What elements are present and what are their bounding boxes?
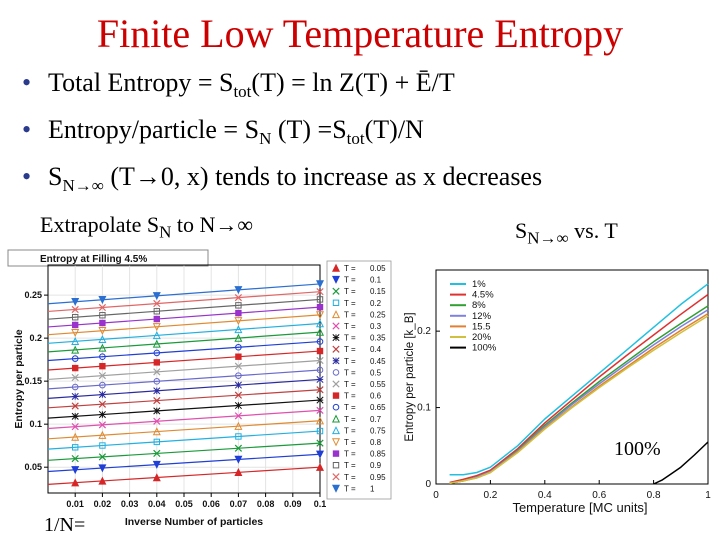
y-tick-label: 0.2 — [29, 333, 42, 344]
x-tick-label: 0.6 — [592, 490, 607, 501]
legend-label: 0.75 — [370, 426, 386, 436]
legend-prefix: T = — [344, 298, 356, 308]
legend-label: 12% — [472, 310, 492, 322]
legend-prefix: T = — [344, 264, 356, 273]
data-point — [317, 348, 322, 353]
x-tick-label: 0.2 — [483, 490, 498, 501]
legend-label: 1 — [370, 484, 375, 494]
slide-title: Finite Low Temperature Entropy — [96, 11, 624, 56]
x-tick-label: 0.06 — [202, 499, 220, 509]
x-tick-label: 0.04 — [148, 499, 166, 509]
left-caption — [40, 212, 253, 242]
x-tick-label: 0 — [433, 490, 439, 501]
data-point — [99, 411, 105, 417]
series-group — [48, 440, 323, 462]
legend-prefix: T = — [344, 472, 356, 482]
legend-label: 0.6 — [370, 391, 382, 401]
right-annotation-100: 100% — [614, 438, 661, 460]
y-axis-label: Entropy per particle — [13, 329, 25, 429]
legend-label: 100% — [472, 342, 497, 354]
data-point — [73, 322, 78, 327]
data-point — [100, 363, 105, 368]
legend-prefix: T = — [344, 345, 356, 355]
x-tick-label: 0.09 — [284, 499, 302, 509]
data-point — [235, 402, 241, 408]
y-axis-label: Entropy per particle [k_B] — [404, 312, 416, 442]
bullet-subscript: tot — [233, 82, 252, 102]
legend-marker — [333, 358, 339, 364]
legend-label: 0.7 — [370, 414, 382, 424]
data-point — [317, 397, 323, 403]
data-point — [235, 382, 241, 388]
chart-right-entropy-vs-t — [396, 262, 720, 522]
caption-text: vs. T — [568, 218, 618, 243]
legend-label: 0.65 — [370, 403, 386, 413]
x-tick-label: 0.08 — [256, 499, 275, 509]
bullet-dot-icon: • — [22, 115, 32, 145]
right-caption — [515, 218, 618, 248]
data-point — [72, 393, 78, 399]
legend-label: 1% — [472, 279, 486, 290]
legend-prefix: T = — [344, 380, 356, 389]
caption-text: Extrapolate S — [40, 212, 160, 237]
bullet-subscript: N→∞ — [62, 176, 104, 196]
bullet-list — [20, 64, 720, 206]
legend-label: 8% — [472, 300, 486, 312]
x-tick-label: 0.8 — [646, 490, 661, 501]
series-group — [48, 348, 323, 370]
legend-prefix: T = — [344, 275, 356, 285]
legend-prefix: T = — [344, 414, 356, 424]
bullet-dot-icon: • — [22, 162, 32, 192]
data-point — [154, 388, 160, 394]
y-tick-label: 0.1 — [417, 402, 431, 414]
inverse-n-label: 1/N= — [44, 514, 86, 536]
series-group — [48, 418, 323, 441]
legend-prefix: T = — [344, 391, 356, 401]
x-axis-label: Temperature [MC units] — [512, 500, 648, 515]
x-tick-label: 0.02 — [93, 499, 112, 509]
legend-marker — [333, 334, 339, 340]
data-point — [100, 320, 105, 325]
legend-label: 0.35 — [370, 333, 386, 343]
series-group — [48, 397, 323, 420]
legend-marker — [333, 451, 338, 456]
x-tick-label: 0.1 — [313, 499, 327, 509]
data-point — [317, 376, 323, 382]
legend-label: 15.5 — [472, 321, 491, 333]
bullet-subscript: N — [259, 129, 272, 149]
bullet-limit-trend — [20, 158, 720, 205]
legend-label: 4.5% — [472, 289, 494, 301]
x-tick-label: 0.05 — [175, 499, 193, 509]
legend-label: 0.95 — [370, 472, 386, 482]
y-tick-label: 0.15 — [24, 376, 42, 387]
legend-label: 0.4 — [370, 345, 382, 355]
legend-prefix: T = — [344, 356, 356, 366]
legend-prefix: T = — [344, 484, 356, 494]
bullet-text: (T) = ln Z(T) + Ē/T — [251, 68, 455, 97]
bullet-text: Entropy/particle = S — [48, 115, 260, 145]
chart-left-extrapolation — [0, 248, 400, 540]
x-tick-label: 0.01 — [66, 499, 84, 509]
legend-prefix: T = — [344, 333, 356, 343]
caption-subscript: N — [159, 222, 172, 242]
y-tick-label: 0.05 — [24, 462, 42, 473]
bullet-text: Total Entropy = S — [48, 68, 234, 97]
data-point — [317, 304, 322, 309]
legend-prefix: T = — [344, 449, 356, 459]
legend-prefix: T = — [344, 368, 356, 378]
bullet-text: (T) =S — [271, 115, 347, 145]
data-point — [72, 413, 78, 419]
y-tick-label: 0.2 — [417, 326, 431, 338]
bullet-entropy-per-particle — [20, 111, 720, 158]
series-group — [48, 407, 323, 430]
data-point — [154, 360, 159, 365]
legend-prefix: T = — [344, 322, 356, 331]
legend-label: 0.85 — [370, 449, 386, 459]
legend-prefix: T = — [344, 310, 356, 320]
legend-label: 0.3 — [370, 322, 382, 331]
bullet-dot-icon: • — [22, 68, 32, 97]
legend-label: 0.2 — [370, 298, 382, 308]
caption-subscript: N→∞ — [527, 228, 569, 248]
data-point — [236, 354, 241, 359]
legend-label: 0.1 — [370, 275, 382, 285]
bullet-text: (T)/N — [364, 115, 424, 145]
x-tick-label: 0.07 — [229, 499, 248, 509]
legend-label: 0.05 — [370, 264, 386, 273]
legend-label: 0.15 — [370, 287, 386, 297]
y-tick-label: 0 — [425, 479, 431, 490]
legend-label: 0.9 — [370, 461, 382, 471]
legend-label: 0.45 — [370, 356, 386, 366]
x-tick-label: 0.03 — [120, 499, 139, 509]
data-point — [154, 316, 159, 321]
data-point — [73, 365, 78, 370]
legend-label: 0.25 — [370, 310, 386, 320]
legend-label: 0.5 — [370, 368, 382, 378]
series-group — [48, 367, 323, 390]
y-tick-label: 0.25 — [24, 290, 42, 301]
bullet-total-entropy — [20, 64, 720, 111]
data-point — [154, 408, 160, 414]
x-tick-label: 0.4 — [537, 490, 552, 501]
legend-prefix: T = — [344, 461, 356, 471]
bullet-text: (T→0, x) tends to increase as x decreases — [103, 162, 543, 192]
y-tick-label: 0.1 — [29, 419, 42, 430]
bullet-subscript: tot — [346, 129, 365, 149]
caption-text: to N→∞ — [171, 212, 254, 237]
bullet-text: S — [48, 162, 63, 192]
series-group — [48, 329, 323, 353]
legend-label: 0.8 — [370, 438, 382, 447]
x-tick-label: 1 — [705, 490, 711, 501]
series-group — [48, 387, 323, 410]
legend-marker — [333, 393, 338, 398]
data-point — [99, 391, 105, 397]
chart-title: Entropy at Filling 4.5% — [40, 254, 148, 265]
caption-text: S — [515, 218, 528, 243]
legend-prefix: T = — [344, 438, 356, 447]
data-point — [236, 310, 241, 315]
legend-label: 20% — [472, 332, 492, 343]
legend-prefix: T = — [344, 287, 356, 297]
legend-prefix: T = — [344, 426, 356, 436]
legend-label: 0.55 — [370, 380, 386, 389]
x-axis-label: Inverse Number of particles — [124, 516, 264, 528]
series-group — [48, 428, 323, 450]
legend-prefix: T = — [344, 403, 356, 413]
